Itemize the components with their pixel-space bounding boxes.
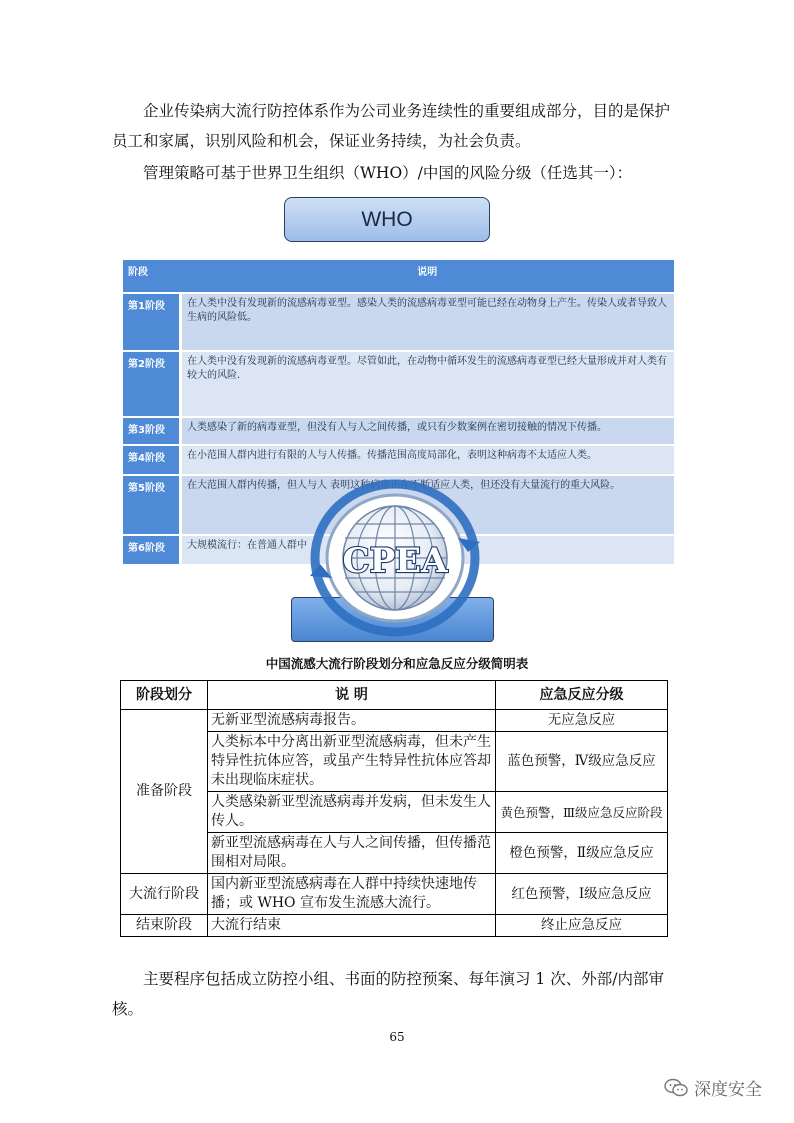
who-desc-cell: 在小范围人群内进行有限的人与人传播。传播范围高度局部化，表明这种病毒不太适应人类。 — [181, 445, 675, 475]
cn-phase-cell: 结束阶段 — [121, 915, 208, 937]
watermark-text: 深度安全 — [694, 1080, 762, 1100]
cn-response-cell: 黄色预警，Ⅲ级应急反应阶段 — [496, 792, 668, 833]
cn-phase-cell: 准备阶段 — [121, 710, 208, 874]
who-label: WHO — [361, 207, 413, 231]
who-stage-cell: 第6阶段 — [123, 535, 181, 565]
who-row — [123, 293, 674, 351]
cn-header-response: 应急反应分级 — [496, 681, 668, 710]
who-desc-cell: 大规模流行：在普通人群中 — [181, 535, 675, 565]
cn-desc-cell: 国内新亚型流感病毒在人群中持续快速地传播；或 WHO 宣布发生流感大流行。 — [208, 874, 496, 915]
cn-table-row — [121, 710, 668, 732]
cpea-logo — [300, 472, 490, 640]
who-stage-cell: 第5阶段 — [123, 475, 181, 535]
cn-header-desc: 说 明 — [208, 681, 496, 710]
procedure-paragraph: 主要程序包括成立防控小组、书面的防控预案、每年演习 1 次、外部/内部审核。 — [112, 970, 664, 1018]
intro-paragraph: 企业传染病大流行防控体系作为公司业务连续性的重要组成部分，目的是保护员工和家属，识别风险和机会，保证业务持续，为社会负责。 — [112, 102, 671, 150]
cn-response-cell: 无应急反应 — [496, 710, 668, 732]
cpea-logo-text: CPEA — [342, 541, 448, 581]
cn-response-cell: 红色预警，Ⅰ级应急反应 — [496, 874, 668, 915]
page-number: 65 — [389, 1030, 405, 1044]
watermark — [664, 1075, 762, 1100]
who-header-desc: 说明 — [181, 260, 675, 293]
who-row — [123, 417, 674, 445]
who-desc-cell: 在大范围人群内传播，但人与人 表明这种病毒正在不断适应人类，但还没有大量流行的重大风险。 — [181, 475, 675, 535]
who-stage-cell: 第1阶段 — [123, 293, 181, 351]
cn-desc-cell: 人类感染新亚型流感病毒并发病，但未发生人传人。 — [208, 792, 496, 833]
cn-phase-cell: 大流行阶段 — [121, 874, 208, 915]
wechat-icon — [664, 1078, 688, 1098]
strategy-paragraph: 管理策略可基于世界卫生组织（WHO）/中国的风险分级（任选其一）： — [143, 164, 633, 182]
china-table-caption: 中国流感大流行阶段划分和应急反应分级简明表 — [265, 656, 529, 671]
cn-header-phase: 阶段划分 — [121, 681, 208, 710]
cn-response-cell: 橙色预警，Ⅱ级应急反应 — [496, 833, 668, 874]
who-stage-cell: 第2阶段 — [123, 351, 181, 417]
cpea-globe-icon — [300, 472, 490, 640]
china-response-table — [120, 680, 668, 937]
cn-desc-cell: 大流行结束 — [208, 915, 496, 937]
who-desc-cell: 在人类中没有发现新的流感病毒亚型。感染人类的流感病毒亚型可能已经在动物身上产生。传染人或者导致人生病的风险低。 — [181, 293, 675, 351]
who-row — [123, 351, 674, 417]
cn-response-cell: 蓝色预警，Ⅳ级应急反应 — [496, 732, 668, 792]
who-desc-cell: 人类感染了新的病毒亚型，但没有人与人之间传播，或只有少数案例在密切接触的情况下传播。 — [181, 417, 675, 445]
cn-desc-cell: 新亚型流感病毒在人与人之间传播，但传播范围相对局限。 — [208, 833, 496, 874]
cn-desc-cell: 人类标本中分离出新亚型流感病毒，但未产生特异性抗体应答，或虽产生特异性抗体应答却未出现临床症状。 — [208, 732, 496, 792]
who-row — [123, 445, 674, 475]
cn-table-row — [121, 874, 668, 915]
cn-table-header — [121, 681, 668, 710]
who-button[interactable] — [284, 197, 490, 242]
who-stage-cell: 第4阶段 — [123, 445, 181, 475]
who-header-stage: 阶段 — [123, 260, 181, 293]
who-table-header — [123, 260, 674, 293]
who-desc-cell: 在人类中没有发现新的流感病毒亚型。尽管如此，在动物中循环发生的流感病毒亚型已经大量形成并对人类有较大的风险. — [181, 351, 675, 417]
cn-response-cell: 终止应急反应 — [496, 915, 668, 937]
who-stage-cell: 第3阶段 — [123, 417, 181, 445]
cn-desc-cell: 无新亚型流感病毒报告。 — [208, 710, 496, 732]
cn-table-row — [121, 915, 668, 937]
